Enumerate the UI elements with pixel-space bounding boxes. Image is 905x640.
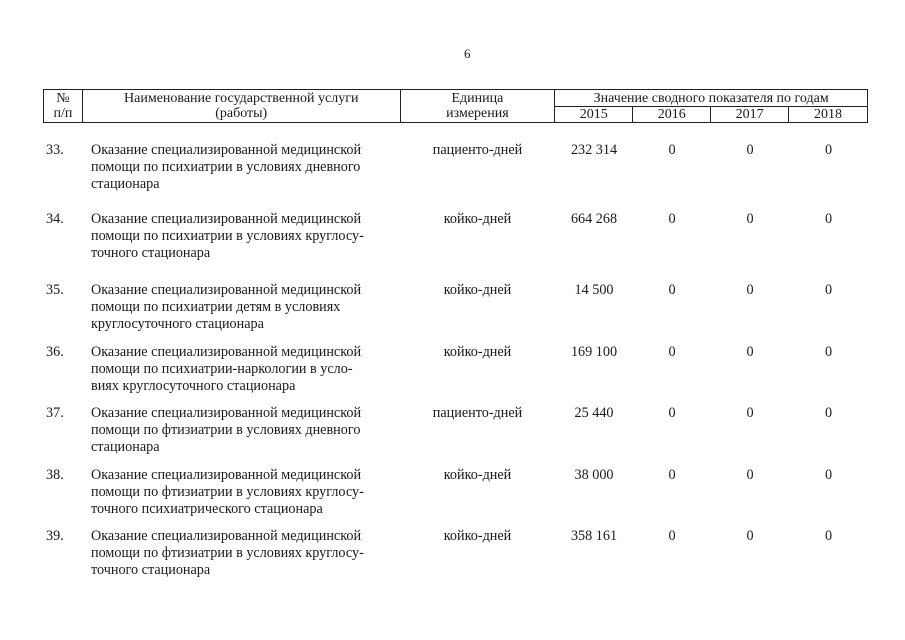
unit-of-measure: пациенто-дней (432, 142, 523, 158)
value-2017: 0 (746, 344, 754, 360)
service-name-line: Оказание специализированной медицинской (91, 211, 362, 227)
service-name-line: стационара (91, 176, 160, 192)
value-2017: 0 (746, 467, 754, 483)
unit-of-measure: койко-дней (443, 282, 512, 298)
header-unit (400, 90, 555, 123)
header-num (44, 90, 83, 123)
value-2018: 0 (824, 282, 833, 298)
value-2015: 38 000 (574, 467, 614, 483)
service-name-line: Оказание специализированной медицинской (91, 467, 362, 483)
value-2018: 0 (824, 528, 833, 544)
service-name (91, 282, 396, 333)
header-year-2018: 2018 (789, 107, 868, 123)
value-2016: 0 (668, 405, 676, 421)
service-name-line: круглосуточного стационара (91, 316, 264, 332)
value-2015: 358 161 (570, 528, 618, 544)
row-number: 36. (46, 344, 64, 360)
header-name-line1: Наименование государственной услуги (124, 91, 359, 106)
unit-of-measure: койко-дней (443, 528, 512, 544)
service-name-line: точного стационара (91, 562, 211, 578)
header-year-2017: 2017 (711, 107, 789, 123)
value-2017: 0 (746, 211, 754, 227)
value-2017: 0 (746, 282, 754, 298)
header-num-line2: п/п (53, 106, 73, 121)
service-name-line: Оказание специализированной медицинской (91, 405, 362, 421)
header-num-line1: № (56, 91, 70, 106)
row-number: 33. (46, 142, 64, 158)
row-number: 37. (46, 405, 64, 421)
value-2018: 0 (824, 405, 833, 421)
value-2015: 232 314 (570, 142, 618, 158)
value-2017: 0 (746, 142, 754, 158)
page-number: 6 (464, 46, 471, 61)
value-2018: 0 (824, 142, 833, 158)
service-name-line: помощи по фтизиатрии в условиях круглосу- (91, 545, 364, 561)
header-name-line2: (работы) (215, 106, 268, 121)
header-unit-line2: измерения (446, 106, 509, 121)
service-name-line: Оказание специализированной медицинской (91, 528, 362, 544)
service-name-line: помощи по психиатрии-наркологии в усло- (91, 361, 353, 377)
service-name-line: Оказание специализированной медицинской (91, 142, 362, 158)
value-2015: 169 100 (570, 344, 618, 360)
service-name-line: помощи по фтизиатрии в условиях дневного (91, 422, 361, 438)
value-2015: 25 440 (574, 405, 614, 421)
unit-of-measure: койко-дней (443, 211, 512, 227)
value-2016: 0 (668, 344, 676, 360)
header-unit-line1: Единица (451, 91, 504, 106)
table-header (43, 89, 868, 123)
service-name-line: помощи по психиатрии детям в условиях (91, 299, 341, 315)
value-2018: 0 (824, 467, 833, 483)
unit-of-measure: койко-дней (443, 467, 512, 483)
service-name-line: точного стационара (91, 245, 211, 261)
value-2017: 0 (746, 528, 754, 544)
service-name-line: точного психиатрического стационара (91, 501, 323, 517)
service-name (91, 528, 396, 579)
header-year-2015: 2015 (555, 107, 633, 123)
service-name-line: помощи по психиатрии в условиях дневного (91, 159, 361, 175)
row-number: 35. (46, 282, 64, 298)
value-2016: 0 (668, 467, 676, 483)
value-2015: 664 268 (570, 211, 618, 227)
service-name (91, 211, 396, 262)
service-name-line: Оказание специализированной медицинской (91, 344, 362, 360)
header-year-2016: 2016 (633, 107, 711, 123)
value-2018: 0 (824, 344, 833, 360)
unit-of-measure: пациенто-дней (432, 405, 523, 421)
value-2018: 0 (824, 211, 833, 227)
service-name (91, 467, 396, 518)
service-name (91, 344, 396, 395)
value-2015: 14 500 (574, 282, 614, 298)
row-number: 38. (46, 467, 64, 483)
unit-of-measure: койко-дней (443, 344, 512, 360)
value-2016: 0 (668, 282, 676, 298)
value-2016: 0 (668, 528, 676, 544)
header-values-title: Значение сводного показателя по годам (555, 90, 868, 107)
value-2017: 0 (746, 405, 754, 421)
service-name (91, 405, 396, 456)
row-number: 34. (46, 211, 64, 227)
value-2016: 0 (668, 142, 676, 158)
service-name-line: Оказание специализированной медицинской (91, 282, 362, 298)
service-name-line: виях круглосуточного стационара (91, 378, 296, 394)
service-name-line: помощи по фтизиатрии в условиях круглосу- (91, 484, 364, 500)
service-name (91, 142, 396, 193)
row-number: 39. (46, 528, 64, 544)
service-name-line: стационара (91, 439, 160, 455)
header-name (82, 90, 400, 123)
value-2016: 0 (668, 211, 676, 227)
service-name-line: помощи по психиатрии в условиях круглосу- (91, 228, 364, 244)
